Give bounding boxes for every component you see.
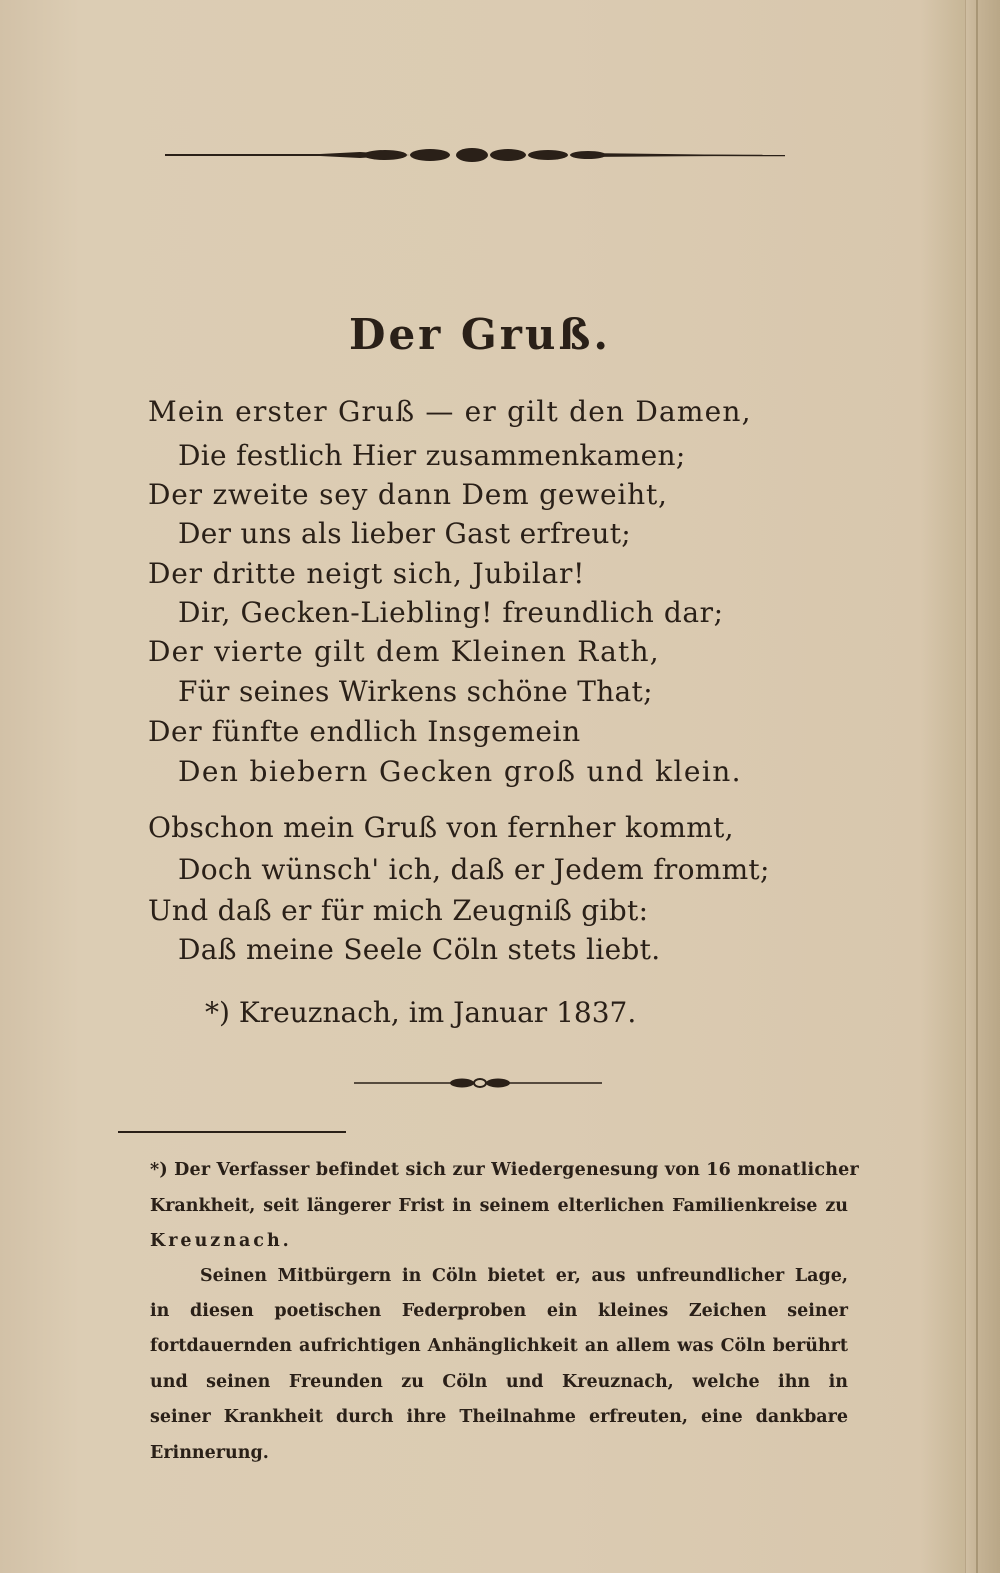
verse-line: Und daß er für mich Zeugniß gibt: xyxy=(148,894,649,927)
verse-line: Daß meine Seele Cöln stets liebt. xyxy=(178,933,661,966)
footnote-rule xyxy=(118,1131,346,1133)
verse-line: Doch wünsch' ich, daß er Jedem frommt; xyxy=(178,853,770,886)
footnote-line: Seinen Mitbürgern in Cöln bietet er, aus unfreundlicher Lage, xyxy=(200,1266,848,1286)
footnote-line: in diesen poetischen Federproben ein kleines Zeichen seiner xyxy=(150,1301,848,1321)
footnote-line: und seinen Freunden zu Cöln und Kreuznach, welche ihn in xyxy=(150,1372,848,1392)
footnote-line: Kreuznach. xyxy=(150,1231,292,1251)
footnote-line: *) Der Verfasser befindet sich zur Wiedergenesung von 16 monatlicher xyxy=(150,1160,859,1180)
verse-line: Der vierte gilt dem Kleinen Rath, xyxy=(148,635,660,668)
footnote-line: fortdauernden aufrichtigen Anhänglichkeit an allem was Cöln berührt xyxy=(150,1336,848,1356)
verse-line: Der uns als lieber Gast erfreut; xyxy=(178,517,631,550)
verse-line: Mein erster Gruß — er gilt den Damen, xyxy=(148,395,752,428)
verse-line: Der dritte neigt sich, Jubilar! xyxy=(148,557,586,590)
top-ornament-rule xyxy=(160,140,790,170)
footnote-line: Erinnerung. xyxy=(150,1443,269,1463)
page-edge-line xyxy=(976,0,978,1573)
verse-line: Der zweite sey dann Dem geweiht, xyxy=(148,478,668,511)
verse-line: Der fünfte endlich Insgemein xyxy=(148,715,581,748)
verse-line: Den biebern Gecken groß und klein. xyxy=(178,755,742,788)
page-edge xyxy=(965,0,1000,1573)
footnote-line: seiner Krankheit durch ihre Theilnahme erfreuten, eine dankbare xyxy=(150,1407,848,1427)
verse-line: Die festlich Hier zusammenkamen; xyxy=(178,439,686,472)
bottom-ornament-rule xyxy=(352,1073,604,1093)
verse-line: Für seines Wirkens schöne That; xyxy=(178,675,653,708)
verse-line: Dir, Gecken-Liebling! freundlich dar; xyxy=(178,596,724,629)
place-date-line: *) Kreuznach, im Januar 1837. xyxy=(205,996,637,1029)
poem-title: Der Gruß. xyxy=(349,310,611,359)
footnote-line: Krankheit, seit längerer Frist in seinem elterlichen Familienkreise zu xyxy=(150,1196,848,1216)
verse-line: Obschon mein Gruß von fernher kommt, xyxy=(148,811,734,844)
